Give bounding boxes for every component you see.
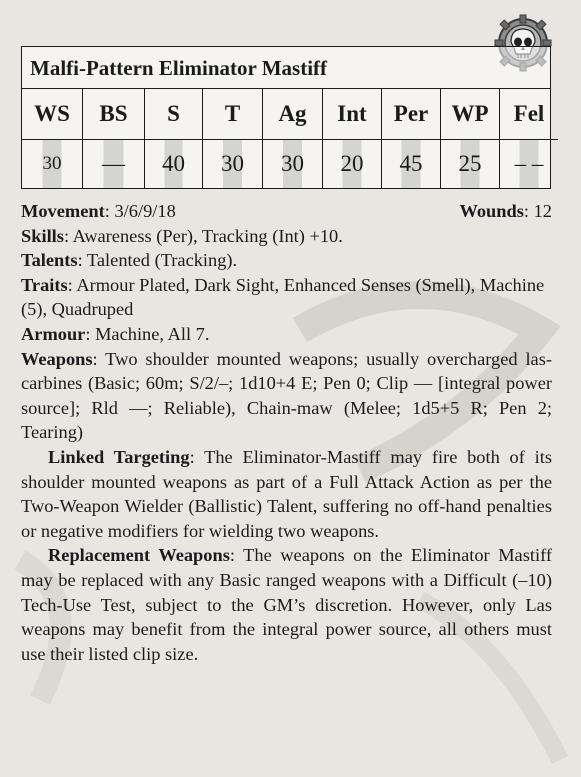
stat-column-t <box>203 89 263 188</box>
skills-value: : Awareness (Per), Tracking (Int) +10. <box>63 225 343 246</box>
wounds-value: : 12 <box>523 201 552 221</box>
wounds-entry <box>459 199 552 224</box>
traits-entry <box>21 273 552 322</box>
stat-label-fel: Fel <box>500 89 558 140</box>
replacement-weapons-entry <box>21 543 552 666</box>
stat-column-per <box>382 89 441 188</box>
stat-label-ws: WS <box>22 89 82 140</box>
stat-label-wp: WP <box>441 89 499 140</box>
stat-label-ag: Ag <box>263 89 322 140</box>
stat-column-int <box>323 89 382 188</box>
stat-column-ag <box>263 89 323 188</box>
characteristics-table <box>22 89 550 188</box>
stat-column-wp <box>441 89 500 188</box>
stat-value-ag: 30 <box>263 140 322 188</box>
stat-label-t: T <box>203 89 262 140</box>
talents-entry <box>21 248 552 273</box>
movement-value: : 3/6/9/18 <box>104 201 176 221</box>
creature-title: Malfi-Pattern Eliminator Mastiff <box>22 47 550 89</box>
replacement-weapons-value: : The weapons on the Eliminator Mastiff may be replaced with any Basic ranged weapons with a Difficult (–10) Tech-Use Test, subject to the GM’s discretion. However, only Las weapons may benefit from the integral power source, all others must use their listed clip size. <box>21 545 553 664</box>
traits-label: Traits <box>21 274 68 295</box>
traits-value: : Armour Plated, Dark Sight, Enhanced Senses (Smell), Machine (5), Quadruped <box>21 274 545 320</box>
skills-label: Skills <box>21 225 64 246</box>
profile-text <box>21 199 552 666</box>
stat-label-int: Int <box>323 89 381 140</box>
replacement-weapons-label: Replacement Weapons <box>48 545 230 566</box>
stat-column-bs <box>83 89 145 188</box>
movement-entry <box>21 199 176 224</box>
armour-value: : Machine, All 7. <box>85 323 210 344</box>
weapons-entry <box>21 347 552 445</box>
linked-targeting-label: Linked Targeting <box>48 446 190 467</box>
talents-label: Talents <box>21 250 78 271</box>
wounds-label: Wounds <box>459 201 524 221</box>
talents-value: : Talented (Tracking). <box>77 250 238 271</box>
weapons-label: Weapons <box>21 348 93 369</box>
stat-value-bs: — <box>83 140 144 188</box>
stat-label-s: S <box>145 89 202 140</box>
movement-label: Movement <box>21 201 105 221</box>
linked-targeting-value: : The Eliminator-Mastiff may fire both of its shoulder mounted weapons as part of a Full Attack Action as per the Two-Weapon Wielder (Ballistic) Talent, suffering no off-hand penalties or negative modifiers for wielding two weapons. <box>21 446 552 541</box>
stat-value-t: 30 <box>203 140 262 188</box>
stat-label-per: Per <box>382 89 440 140</box>
stat-column-fel <box>500 89 558 188</box>
stat-value-int: 20 <box>323 140 381 188</box>
armour-entry <box>21 322 552 347</box>
stat-column-s <box>145 89 203 188</box>
stat-value-wp: 25 <box>441 140 499 188</box>
skills-entry <box>21 224 552 249</box>
stat-value-per: 45 <box>382 140 440 188</box>
stat-column-ws <box>22 89 83 188</box>
stat-value-ws: 30 <box>22 140 82 188</box>
linked-targeting-entry <box>21 445 552 543</box>
weapons-value: : Two shoulder mounted weapons; usually overcharged las-carbines (Basic; 60m; S/2/–; 1d10+4 E; Pen 0; Clip — [integral power source]; Rld —; Reliable), Chain-maw (Melee; 1d5+5 R; Pen 2; Tearing) <box>21 348 552 443</box>
armour-label: Armour <box>21 323 86 344</box>
movement-wounds-line <box>21 199 552 224</box>
stat-label-bs: BS <box>83 89 144 140</box>
stat-block <box>21 46 551 189</box>
stat-value-fel: – – <box>500 140 558 188</box>
stat-value-s: 40 <box>145 140 202 188</box>
